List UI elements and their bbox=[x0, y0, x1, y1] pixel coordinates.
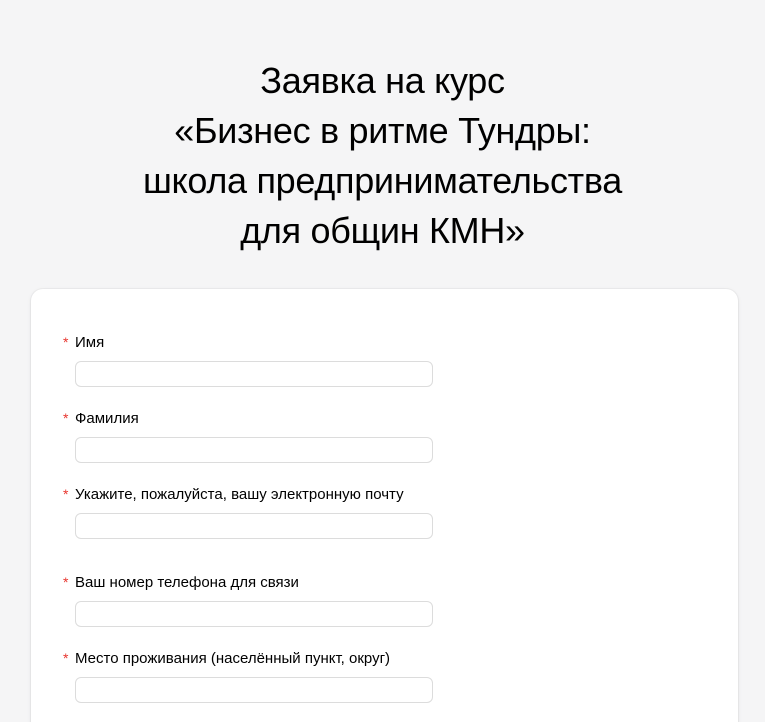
page-title-line: для общин КМН» bbox=[240, 210, 525, 251]
residence-input[interactable] bbox=[75, 677, 433, 703]
required-mark: * bbox=[63, 486, 69, 502]
required-mark: * bbox=[63, 574, 69, 590]
first-name-input[interactable] bbox=[75, 361, 433, 387]
last-name-input[interactable] bbox=[75, 437, 433, 463]
page-title-line: «Бизнес в ритме Тундры: bbox=[174, 110, 591, 151]
field-label: Место проживания (населённый пункт, округ) bbox=[75, 649, 391, 667]
field-label-row bbox=[63, 408, 139, 428]
field-label-row bbox=[63, 484, 404, 504]
field-label: Фамилия bbox=[75, 409, 139, 427]
field-label-row bbox=[63, 332, 104, 352]
required-mark: * bbox=[63, 410, 69, 426]
email-input[interactable] bbox=[75, 513, 433, 539]
field-label: Ваш номер телефона для связи bbox=[75, 573, 299, 591]
page-title bbox=[0, 56, 765, 256]
page-title-line: школа предпринимательства bbox=[142, 160, 623, 201]
required-mark: * bbox=[63, 334, 69, 350]
phone-input[interactable] bbox=[75, 601, 433, 627]
field-label: Имя bbox=[75, 333, 105, 351]
field-label-row bbox=[63, 648, 390, 668]
field-label: Укажите, пожалуйста, вашу электронную почту bbox=[75, 485, 404, 503]
page-title-line: Заявка на курс bbox=[260, 60, 505, 101]
form-card bbox=[31, 289, 738, 722]
required-mark: * bbox=[63, 650, 69, 666]
field-label-row bbox=[63, 572, 299, 592]
